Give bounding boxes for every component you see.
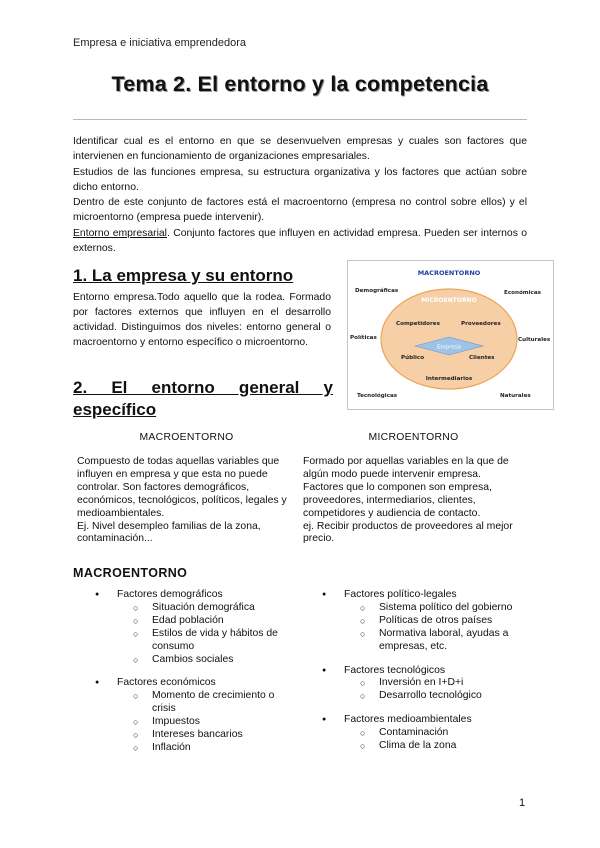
outer-economicas: Económicas bbox=[504, 290, 541, 296]
factor-label: Factores tecnológicos bbox=[344, 664, 446, 676]
sub-item: ○ Estilos de vida y hábitos de consumo bbox=[117, 628, 295, 654]
outer-politicas: Políticas bbox=[350, 335, 377, 341]
inner-competidores: Competidores bbox=[396, 321, 440, 327]
sub-item: ○ Desarrollo tecnológico bbox=[344, 690, 527, 703]
inner-publico: Público bbox=[401, 355, 425, 361]
microentorno-example: ej. Recibir productos de proveedores al mejor precio. bbox=[303, 520, 513, 545]
section-1-heading: 1. La empresa y su entorno bbox=[73, 266, 294, 285]
microentorno-description bbox=[303, 456, 518, 546]
microentorno-column-title: MICROENTORNO bbox=[368, 432, 459, 443]
sub-item: ○ Intereses bancarios bbox=[117, 729, 295, 742]
factors-list-left bbox=[95, 589, 295, 766]
sub-item: ○ Políticas de otros países bbox=[344, 615, 527, 628]
macroentorno-label: MACROENTORNO bbox=[417, 269, 481, 277]
section-2-heading-line-2: específico bbox=[73, 400, 157, 419]
macroentorno-text: Compuesto de todas aquellas variables que influyen en empresa y que esta no puede controlar. Son factores demográficos, económicos, tecnológicos, políticos, legales y medioambientales. bbox=[77, 456, 287, 519]
intro-paragraph-2: Estudios de las funciones empresa, su estructura organizativa y los factores que actúan sobre dicho entorno. bbox=[73, 166, 527, 193]
term-entorno-empresarial: Entorno empresarial bbox=[73, 227, 167, 239]
sub-item: ○ Cambios sociales bbox=[117, 654, 295, 667]
sub-list bbox=[117, 602, 295, 667]
factor-label: Factores medioambientales bbox=[344, 714, 472, 726]
sub-item: ○ Sistema político del gobierno bbox=[344, 602, 527, 615]
microentorno-label: MICROENTORNO bbox=[421, 297, 477, 304]
list-item bbox=[95, 677, 295, 754]
sub-list bbox=[344, 727, 527, 753]
outer-naturales: Naturales bbox=[500, 393, 531, 399]
intro-paragraph-4 bbox=[73, 226, 527, 257]
empresa-label: Empresa bbox=[436, 344, 462, 351]
section-1-body: Entorno empresa.Todo aquello que la rodea. Formado por factores externos que influyen en el desarrollo actividad. Distinguimos dos niveles: entorno general o macroentorno y entorno específico o microentorno. bbox=[73, 292, 331, 348]
outer-tecnologicas: Tecnológicas bbox=[357, 393, 398, 399]
sub-item: ○ Inversión en I+D+i bbox=[344, 677, 527, 690]
list-item bbox=[322, 665, 527, 704]
inner-intermediarios: Intermediarios bbox=[425, 376, 473, 382]
outer-demograficas: Demográficas bbox=[355, 288, 399, 294]
sub-item: ○ Normativa laboral, ayudas a empresas, etc. bbox=[344, 628, 527, 654]
microentorno-text: Formado por aquellas variables en la que de algún modo puede intervenir empresa. Factores que lo componen son empresa, proveedores, intermediarios, clientes, competidores y audiencia de contacto. bbox=[303, 456, 509, 519]
inner-clientes: Clientes bbox=[469, 355, 495, 361]
list-item bbox=[322, 714, 527, 753]
intro-paragraph-1: Identificar cual es el entorno en que se desenvuelven empresas y cuales son factores que intervienen en funcionamiento de organizaciones empresariales. bbox=[73, 136, 527, 163]
factor-label: Factores político-legales bbox=[344, 589, 457, 600]
document-header: Empresa e iniciativa emprendedora bbox=[73, 37, 247, 49]
intro-paragraph-3: Dentro de este conjunto de factores está el macroentorno (empresa no control sobre ellos) y el microentorno (empresa puede intervenir). bbox=[73, 197, 527, 224]
macroentorno-description bbox=[77, 456, 292, 546]
list-item bbox=[322, 589, 527, 654]
sub-item: ○ Impuestos bbox=[117, 716, 295, 729]
term-definition: . Conjunto factores que influyen en actividad empresa. Pueden ser internos o externos. bbox=[73, 227, 527, 255]
inner-proveedores: Proveedores bbox=[461, 321, 501, 327]
macroentorno-example: Ej. Nivel desempleo familias de la zona, contaminación... bbox=[77, 520, 261, 545]
page-title: Tema 2. El entorno y la competencia bbox=[111, 72, 489, 96]
intro-text bbox=[73, 134, 527, 256]
outer-culturales: Culturales bbox=[518, 337, 551, 343]
sub-item: ○ Momento de crecimiento o crisis bbox=[117, 690, 295, 716]
sub-list bbox=[344, 677, 527, 703]
title-divider bbox=[73, 119, 527, 120]
entorno-diagram bbox=[347, 260, 554, 410]
macroentorno-heading: MACROENTORNO bbox=[73, 566, 188, 580]
sub-list bbox=[117, 690, 295, 755]
sub-item: ○ Contaminación bbox=[344, 727, 527, 740]
page-number: 1 bbox=[519, 797, 526, 809]
sub-list bbox=[344, 602, 527, 654]
factor-label: Factores demográficos bbox=[117, 589, 223, 600]
section-2-heading-line-1: 2. El entorno general y bbox=[73, 378, 333, 397]
macroentorno-column-title: MACROENTORNO bbox=[139, 432, 234, 443]
sub-item: ○ Edad población bbox=[117, 615, 295, 628]
entorno-diagram-svg bbox=[348, 261, 553, 409]
factors-list-right bbox=[322, 589, 527, 764]
sub-item: ○ Situación demográfica bbox=[117, 602, 295, 615]
list-item bbox=[95, 589, 295, 666]
sub-item: ○ Clima de la zona bbox=[344, 740, 527, 753]
factor-label: Factores económicos bbox=[117, 677, 216, 689]
sub-item: ○ Inflación bbox=[117, 742, 295, 755]
